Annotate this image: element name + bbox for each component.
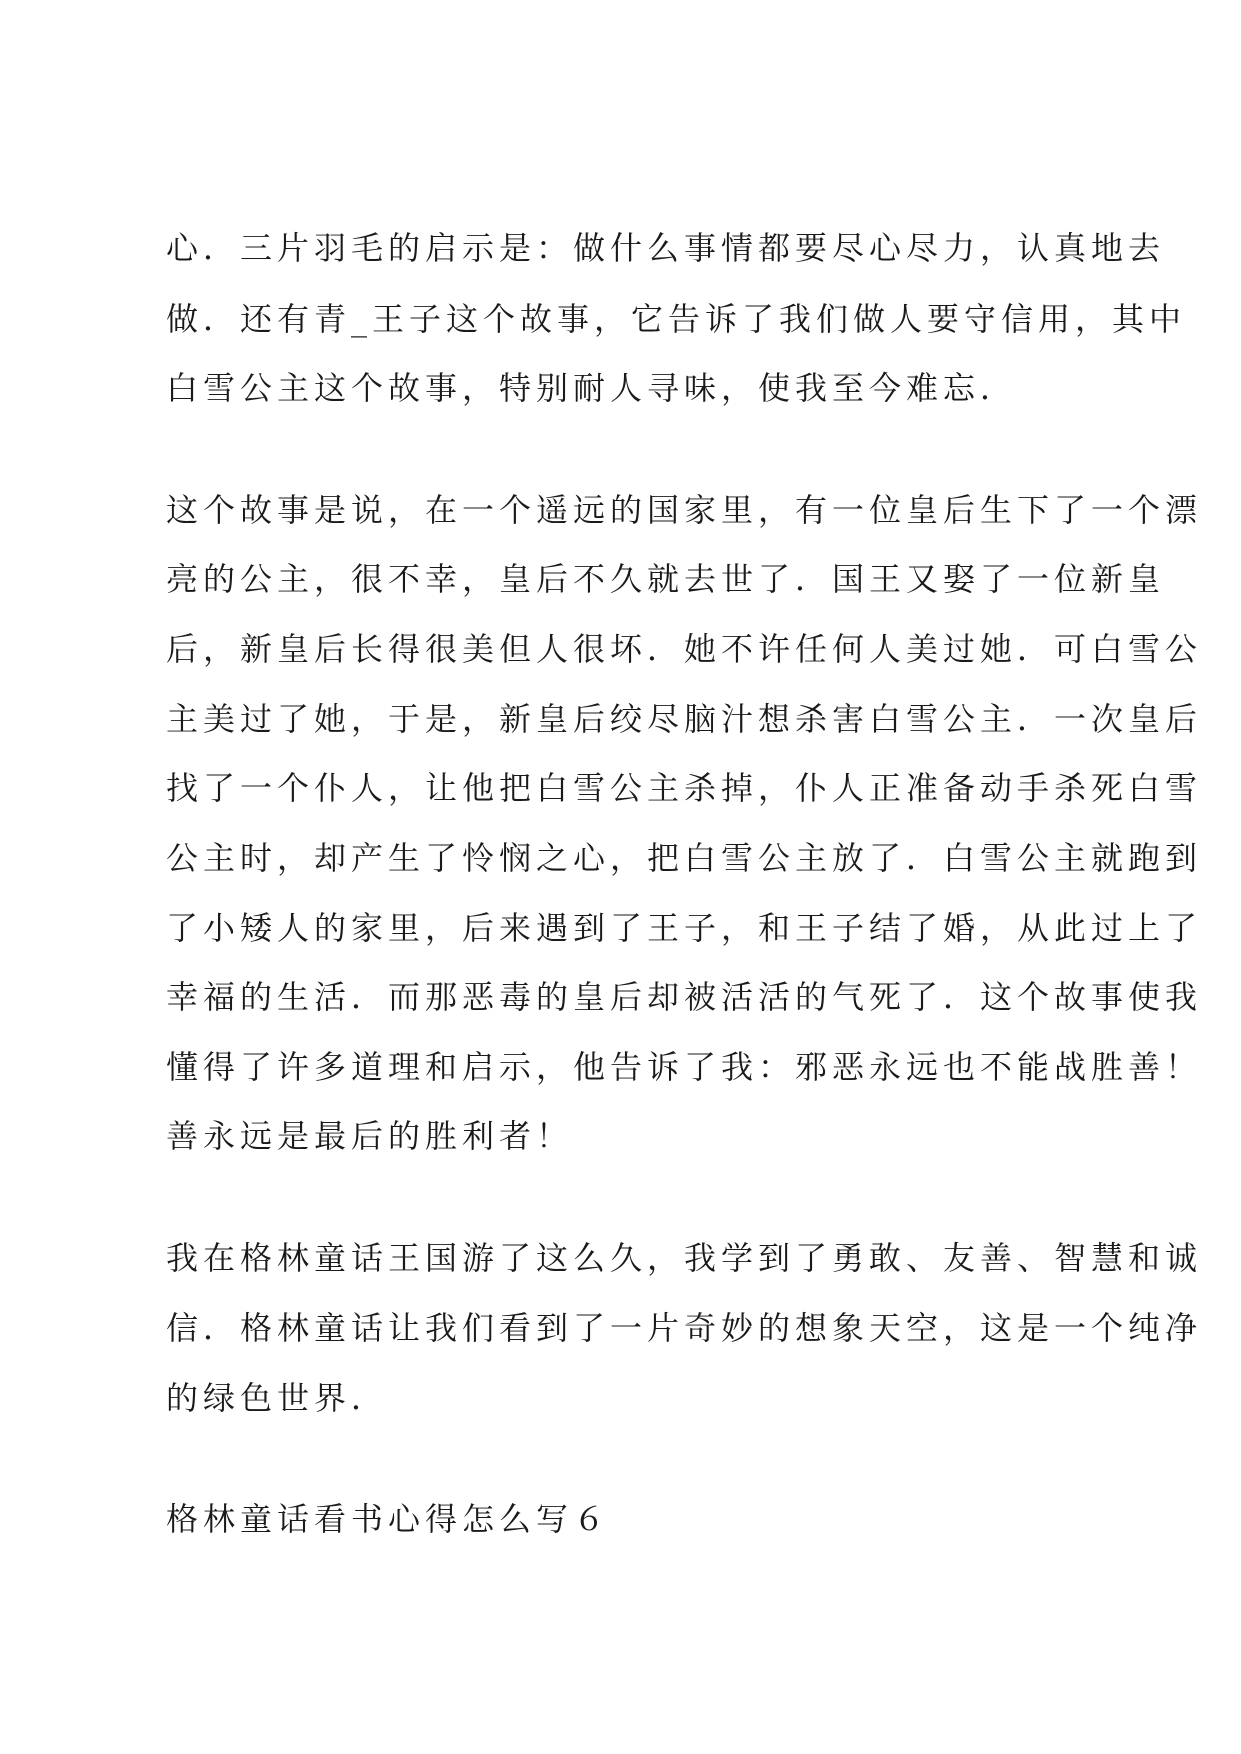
paragraph-line: 后，新皇后长得很美但人很坏．她不许任何人美过她．可白雪公 <box>166 630 1203 668</box>
paragraph-line: 白雪公主这个故事，特别耐人寻味，使我至今难忘． <box>166 369 1018 407</box>
paragraph-line: 这个故事是说，在一个遥远的国家里，有一位皇后生下了一个漂 <box>166 491 1203 529</box>
paragraph-line: 做．还有青_王子这个故事，它告诉了我们做人要守信用，其中 <box>166 300 1187 338</box>
paragraph-line: 幸福的生活．而那恶毒的皇后却被活活的气死了．这个故事使我 <box>166 978 1203 1016</box>
paragraph-line: 善永远是最后的胜利者！ <box>166 1117 574 1155</box>
paragraph-line: 信．格林童话让我们看到了一片奇妙的想象天空，这是一个纯净 <box>166 1309 1203 1347</box>
paragraph-line: 亮的公主，很不幸，皇后不久就去世了．国王又娶了一位新皇 <box>166 560 1166 598</box>
paragraph-line: 懂得了许多道理和启示，他告诉了我：邪恶永远也不能战胜善！ <box>166 1048 1203 1086</box>
paragraph-line: 公主时，却产生了怜悯之心，把白雪公主放了．白雪公主就跑到 <box>166 839 1203 877</box>
paragraph-line: 的绿色世界． <box>166 1379 389 1417</box>
paragraph-line: 了小矮人的家里，后来遇到了王子，和王子结了婚，从此过上了 <box>166 909 1203 947</box>
section-heading: 格林童话看书心得怎么写６ <box>166 1500 611 1538</box>
paragraph-line: 主美过了她，于是，新皇后绞尽脑汁想杀害白雪公主．一次皇后 <box>166 700 1203 738</box>
paragraph-line: 心．三片羽毛的启示是：做什么事情都要尽心尽力，认真地去 <box>166 229 1166 267</box>
paragraph-line: 我在格林童话王国游了这么久，我学到了勇敢、友善、智慧和诚 <box>166 1239 1203 1277</box>
paragraph-line: 找了一个仆人，让他把白雪公主杀掉，仆人正准备动手杀死白雪 <box>166 769 1203 807</box>
